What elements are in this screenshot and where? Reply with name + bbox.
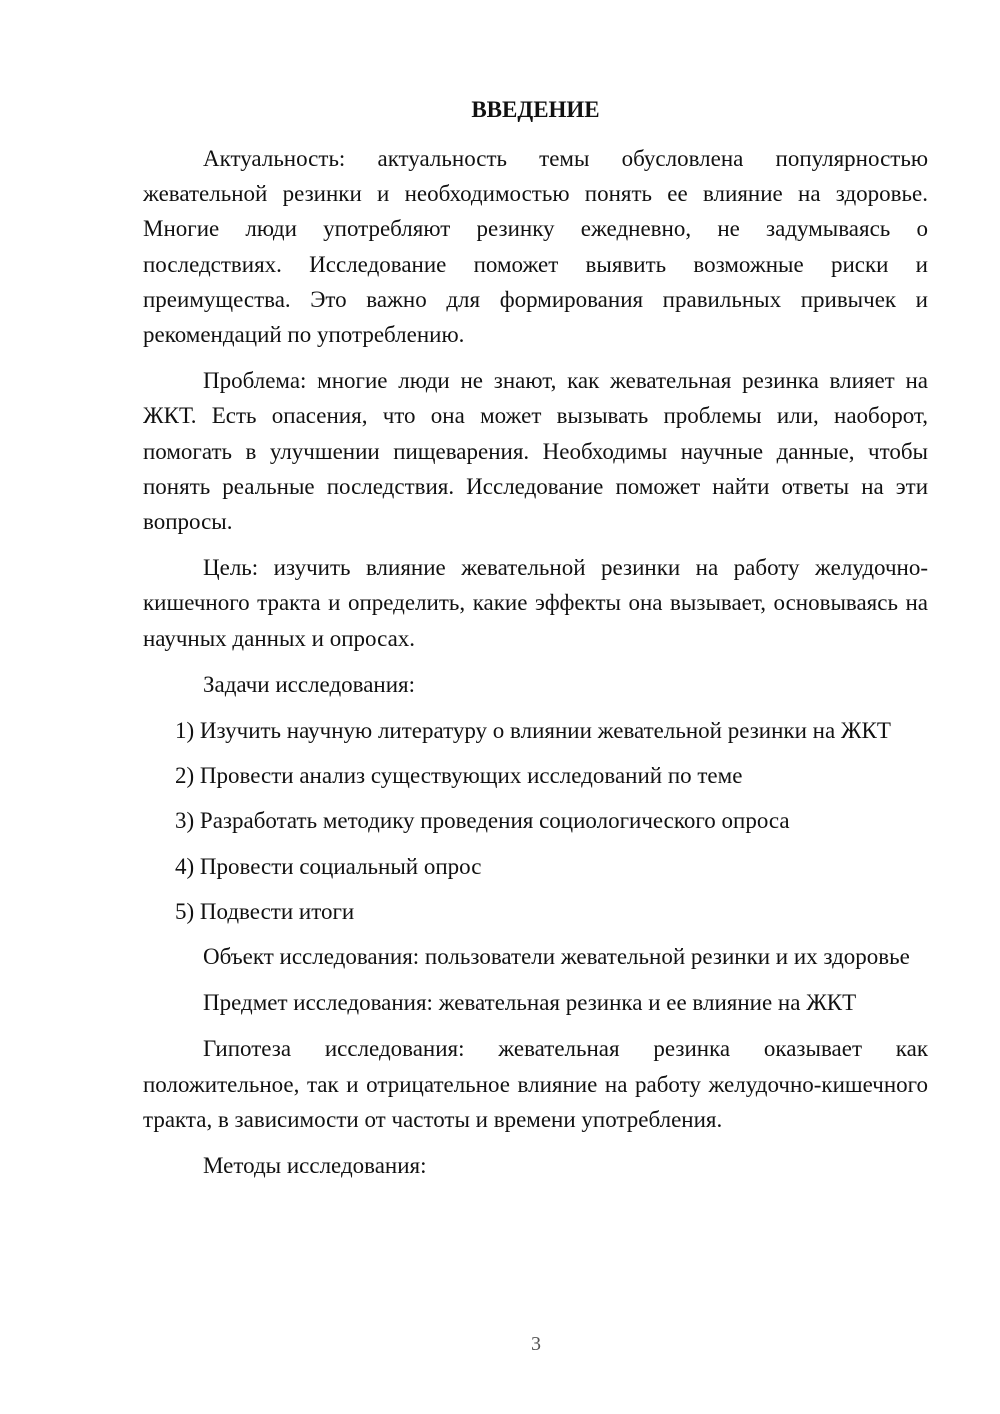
goal-paragraph: Цель: изучить влияние жевательной резинки на работу желудочно-кишечного тракта и определить, какие эффекты она вызывает, основываясь на научных данных и опросах. (143, 555, 928, 651)
page-title: ВВЕДЕНИЕ (471, 97, 600, 122)
hypothesis-paragraph: Гипотеза исследования: жевательная резинка оказывает как положительное, так и отрицательное влияние на работу желудочно-кишечного тракта, в зависимости от частоты и времени употребления. (143, 1036, 928, 1132)
relevance-paragraph: Актуальность: актуальность темы обусловлена популярностью жевательной резинки и необходимостью понять ее влияние на здоровье. Многие люди употребляют резинку ежедневно, не задумываясь о последствиях. Исследование поможет выявить возможные риски и преимущества. Это важно для формирования правильных привычек и рекомендаций по употреблению. (143, 146, 928, 348)
page-number: 3 (531, 1333, 541, 1355)
problem-paragraph: Проблема: многие люди не знают, как жевательная резинка влияет на ЖКТ. Есть опасения, что она может вызывать проблемы или, наоборот, помогать в улучшении пищеварения. Необходимы научные данные, чтобы понять реальные последствия. Исследование поможет найти ответы на эти вопросы. (143, 368, 928, 535)
task-item: 4) Провести социальный опрос (175, 853, 482, 879)
task-item: 1) Изучить научную литературу о влиянии жевательной резинки на ЖКТ (175, 718, 891, 744)
task-item: 3) Разработать методику проведения социологического опроса (175, 808, 790, 834)
task-item: 5) Подвести итоги (175, 898, 355, 924)
methods-heading: Методы исследования: (203, 1153, 427, 1179)
page-content (143, 92, 928, 1194)
tasks-heading: Задачи исследования: (203, 671, 416, 697)
subject-paragraph: Предмет исследования: жевательная резинка и ее влияние на ЖКТ (203, 990, 857, 1016)
task-item: 2) Провести анализ существующих исследований по теме (175, 763, 743, 789)
object-paragraph: Объект исследования: пользователи жевательной резинки и их здоровье (203, 944, 910, 970)
